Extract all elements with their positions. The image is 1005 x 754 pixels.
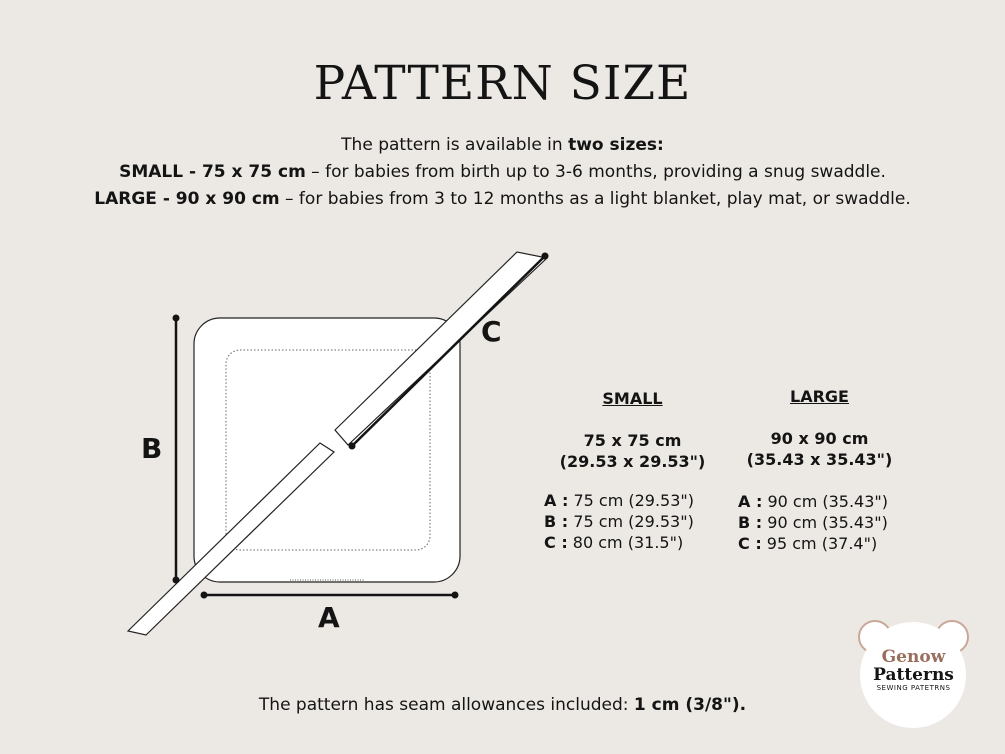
measure-a-small [544,490,694,511]
measure-b-small-value: 75 cm (29.53") [568,512,694,531]
measure-c-large-value: 95 cm (37.4") [761,534,878,553]
size-dim-cm-large: 90 x 90 cm [770,429,869,448]
measure-b-large [738,512,888,533]
measure-b-bottom-dot [173,577,180,584]
measure-c-large-label: C : [738,534,762,553]
intro-line-2-text: – for babies from birth up to 3-6 months, providing a snug swaddle. [305,162,886,182]
page-title: PATTERN SIZE [313,56,692,111]
seam-allowance-note [0,695,1005,715]
measure-a-left-dot [201,592,208,599]
seam-allowance-value: 1 cm (3/8"). [633,695,747,715]
size-dim-in-large: (35.43 x 35.43") [746,450,893,469]
size-dim-in-small: (29.53 x 29.53") [559,452,706,471]
measure-b-large-label: B : [738,513,763,532]
intro-line-1-bold: two sizes: [568,135,664,155]
intro-line-3-text: – for babies from 3 to 12 months as a light blanket, play mat, or swaddle. [279,189,911,209]
measure-c-start-dot [542,253,549,260]
label-b: B [141,432,163,465]
measure-b-large-value: 90 cm (35.43") [762,513,888,532]
measure-a-large-label: A : [738,492,763,511]
measure-a-large-value: 90 cm (35.43") [762,492,889,511]
size-heading-small: SMALL [602,389,663,408]
logo-line-2: Patterns [873,665,954,685]
measure-c-small [544,532,694,553]
size-column-small [535,389,730,472]
measurements-large [738,491,888,554]
measure-c-small-value: 80 cm (31.5") [567,533,684,552]
measure-c-end-dot [349,443,356,450]
brand-logo [856,618,971,733]
measure-b-small-label: B : [544,512,569,531]
seam-allowance-text: The pattern has seam allowances included: [258,695,634,715]
measure-c-large [738,533,888,554]
label-c: C [481,315,502,348]
measure-b-small [544,511,694,532]
measure-a-small-label: A : [544,491,569,510]
measure-b-top-dot [173,315,180,322]
intro-line-3-bold: LARGE - 90 x 90 cm [94,189,280,209]
measure-a-small-value: 75 cm (29.53") [568,491,695,510]
label-a: A [318,601,340,634]
size-dimensions-small [535,430,730,472]
logo-text [856,648,971,692]
logo-line-1: Genow [881,647,946,667]
intro-line-2-bold: SMALL - 75 x 75 cm [119,162,306,182]
measure-c-small-label: C : [544,533,568,552]
size-column-large [722,387,917,470]
measurements-small [544,490,694,553]
measure-a-large [738,491,888,512]
size-heading-large: LARGE [790,387,849,406]
size-dim-cm-small: 75 x 75 cm [583,431,682,450]
measure-a-right-dot [452,592,459,599]
intro-line-1-text: The pattern is available in [341,135,569,155]
size-dimensions-large [722,428,917,470]
logo-line-3: SEWING PATETRNS [876,684,951,692]
